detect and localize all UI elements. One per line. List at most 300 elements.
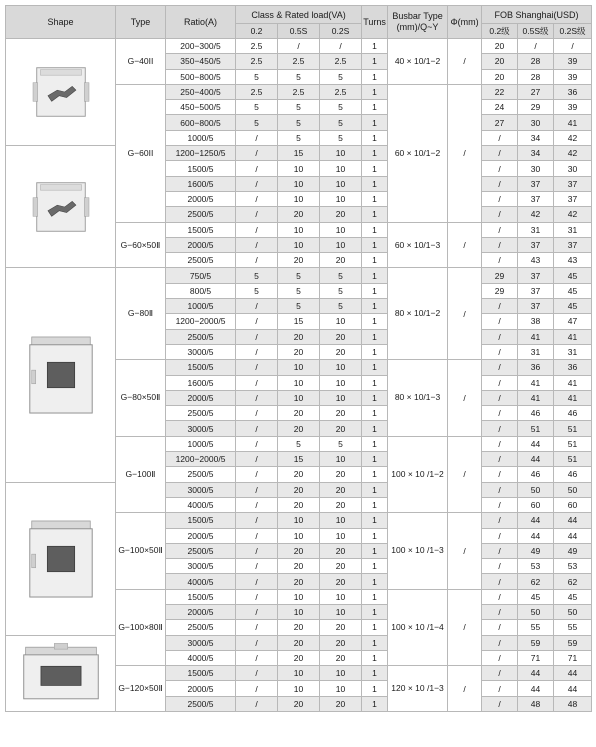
fob-05s-cell: 44 xyxy=(518,528,554,543)
phi-cell: / xyxy=(448,360,482,436)
class-02-cell: / xyxy=(236,421,278,436)
fob-02s-cell: 41 xyxy=(554,375,592,390)
class-05s-cell: 10 xyxy=(278,681,320,696)
fob-02-cell: / xyxy=(482,222,518,237)
fob-02s-cell: 71 xyxy=(554,650,592,665)
turns-cell: 1 xyxy=(362,666,388,681)
class-05s-cell: 20 xyxy=(278,559,320,574)
class-02s-cell: 10 xyxy=(320,681,362,696)
class-02s-cell: 20 xyxy=(320,696,362,711)
fob-02s-cell: 42 xyxy=(554,207,592,222)
slotted-transformer-icon xyxy=(23,179,99,235)
header-turns: Turns xyxy=(362,6,388,39)
class-02s-cell: 10 xyxy=(320,666,362,681)
turns-cell: 1 xyxy=(362,176,388,191)
ratio-cell: 1200−1250/5 xyxy=(166,146,236,161)
class-02s-cell: 10 xyxy=(320,176,362,191)
turns-cell: 1 xyxy=(362,528,388,543)
class-02-cell: / xyxy=(236,390,278,405)
class-02-cell: / xyxy=(236,589,278,604)
ratio-cell: 2500/5 xyxy=(166,406,236,421)
class-05s-cell: 5 xyxy=(278,283,320,298)
fob-02s-cell: 43 xyxy=(554,253,592,268)
type-cell: G−60×50Ⅱ xyxy=(116,222,166,268)
fob-02-cell: / xyxy=(482,467,518,482)
type-cell: G−100Ⅱ xyxy=(116,436,166,512)
fob-02-cell: / xyxy=(482,191,518,206)
fob-02s-cell: 44 xyxy=(554,528,592,543)
fob-05s-cell: 30 xyxy=(518,115,554,130)
fob-05s-cell: 44 xyxy=(518,666,554,681)
fob-02-cell: 20 xyxy=(482,39,518,54)
class-02s-cell: 10 xyxy=(320,360,362,375)
turns-cell: 1 xyxy=(362,191,388,206)
class-02s-cell: 20 xyxy=(320,421,362,436)
fob-05s-cell: 29 xyxy=(518,100,554,115)
fob-02-cell: 22 xyxy=(482,84,518,99)
class-02s-cell: 20 xyxy=(320,329,362,344)
fob-05s-cell: 44 xyxy=(518,513,554,528)
ratio-cell: 1200−2000/5 xyxy=(166,452,236,467)
fob-02-cell: / xyxy=(482,360,518,375)
fob-05s-cell: 28 xyxy=(518,69,554,84)
class-02-cell: / xyxy=(236,329,278,344)
class-05s-cell: 5 xyxy=(278,268,320,283)
ratio-cell: 200−300/5 xyxy=(166,39,236,54)
fob-05s-cell: 46 xyxy=(518,406,554,421)
class-02s-cell: 20 xyxy=(320,482,362,497)
fob-02s-cell: 30 xyxy=(554,161,592,176)
fob-05s-cell: 37 xyxy=(518,283,554,298)
class-02s-cell: 10 xyxy=(320,604,362,619)
fob-02s-cell: 60 xyxy=(554,497,592,512)
fob-05s-cell: 48 xyxy=(518,696,554,711)
busbar-cell: 100 × 10 /1−3 xyxy=(388,513,448,589)
fob-05s-cell: 41 xyxy=(518,375,554,390)
class-02s-cell: 5 xyxy=(320,69,362,84)
class-05s-cell: 20 xyxy=(278,207,320,222)
fob-02-cell: / xyxy=(482,666,518,681)
ratio-cell: 2500/5 xyxy=(166,207,236,222)
class-02-cell: 5 xyxy=(236,283,278,298)
class-02-cell: / xyxy=(236,482,278,497)
class-02s-cell: 5 xyxy=(320,130,362,145)
turns-cell: 1 xyxy=(362,604,388,619)
ratio-cell: 2000/5 xyxy=(166,237,236,252)
turns-cell: 1 xyxy=(362,543,388,558)
turns-cell: 1 xyxy=(362,452,388,467)
ratio-cell: 1500/5 xyxy=(166,222,236,237)
header-fob-02: 0.2级 xyxy=(482,24,518,39)
class-02-cell: / xyxy=(236,574,278,589)
class-02s-cell: 10 xyxy=(320,146,362,161)
class-05s-cell: 15 xyxy=(278,452,320,467)
fob-02s-cell: 51 xyxy=(554,421,592,436)
class-02s-cell: 20 xyxy=(320,574,362,589)
class-02-cell: 2.5 xyxy=(236,84,278,99)
class-05s-cell: / xyxy=(278,39,320,54)
class-02-cell: / xyxy=(236,635,278,650)
ratio-cell: 1500/5 xyxy=(166,161,236,176)
turns-cell: 1 xyxy=(362,314,388,329)
fob-02s-cell: 42 xyxy=(554,146,592,161)
fob-02-cell: / xyxy=(482,329,518,344)
class-02s-cell: 5 xyxy=(320,283,362,298)
fob-02s-cell: 41 xyxy=(554,115,592,130)
class-02-cell: 5 xyxy=(236,115,278,130)
class-02-cell: / xyxy=(236,375,278,390)
class-02s-cell: 10 xyxy=(320,191,362,206)
ratio-cell: 2000/5 xyxy=(166,191,236,206)
class-05s-cell: 20 xyxy=(278,467,320,482)
fob-05s-cell: 31 xyxy=(518,344,554,359)
class-02-cell: / xyxy=(236,681,278,696)
turns-cell: 1 xyxy=(362,467,388,482)
class-02-cell: / xyxy=(236,650,278,665)
fob-02s-cell: / xyxy=(554,39,592,54)
fob-05s-cell: 37 xyxy=(518,237,554,252)
fob-05s-cell: 41 xyxy=(518,329,554,344)
type-cell: G−40II xyxy=(116,39,166,85)
class-02s-cell: 10 xyxy=(320,513,362,528)
class-02-cell: / xyxy=(236,666,278,681)
class-02-cell: / xyxy=(236,513,278,528)
fob-05s-cell: 44 xyxy=(518,436,554,451)
phi-cell: / xyxy=(448,436,482,512)
ratio-cell: 3000/5 xyxy=(166,344,236,359)
turns-cell: 1 xyxy=(362,360,388,375)
fob-02s-cell: 37 xyxy=(554,191,592,206)
class-02s-cell: 10 xyxy=(320,390,362,405)
turns-cell: 1 xyxy=(362,344,388,359)
fob-02-cell: 20 xyxy=(482,54,518,69)
ratio-cell: 600−800/5 xyxy=(166,115,236,130)
phi-cell: / xyxy=(448,268,482,360)
fob-02s-cell: 55 xyxy=(554,620,592,635)
class-02s-cell: 10 xyxy=(320,222,362,237)
fob-02-cell: 20 xyxy=(482,69,518,84)
fob-05s-cell: 30 xyxy=(518,161,554,176)
type-cell: G−80Ⅱ xyxy=(116,268,166,360)
class-02-cell: / xyxy=(236,176,278,191)
class-02-cell: / xyxy=(236,406,278,421)
ratio-cell: 4000/5 xyxy=(166,497,236,512)
ratio-cell: 2500/5 xyxy=(166,543,236,558)
turns-cell: 1 xyxy=(362,681,388,696)
class-05s-cell: 5 xyxy=(278,100,320,115)
turns-cell: 1 xyxy=(362,161,388,176)
class-02s-cell: / xyxy=(320,39,362,54)
shape-cell xyxy=(6,268,116,482)
class-05s-cell: 5 xyxy=(278,69,320,84)
class-05s-cell: 10 xyxy=(278,528,320,543)
ratio-cell: 1500/5 xyxy=(166,360,236,375)
ratio-cell: 3000/5 xyxy=(166,559,236,574)
ratio-cell: 3000/5 xyxy=(166,421,236,436)
fob-05s-cell: 60 xyxy=(518,497,554,512)
turns-cell: 1 xyxy=(362,650,388,665)
ratio-cell: 1600/5 xyxy=(166,375,236,390)
turns-cell: 1 xyxy=(362,299,388,314)
class-05s-cell: 10 xyxy=(278,589,320,604)
phi-cell: / xyxy=(448,666,482,712)
class-02-cell: / xyxy=(236,604,278,619)
shape-cell xyxy=(6,482,116,635)
header-class-02s: 0.2S xyxy=(320,24,362,39)
class-05s-cell: 20 xyxy=(278,543,320,558)
type-cell: G−120×50Ⅱ xyxy=(116,666,166,712)
fob-02s-cell: 37 xyxy=(554,176,592,191)
fob-02-cell: / xyxy=(482,497,518,512)
header-class-load: Class & Rated load(VA) xyxy=(236,6,362,24)
turns-cell: 1 xyxy=(362,39,388,54)
ratio-cell: 2000/5 xyxy=(166,390,236,405)
class-02s-cell: 2.5 xyxy=(320,84,362,99)
class-02-cell: / xyxy=(236,299,278,314)
ratio-cell: 4000/5 xyxy=(166,574,236,589)
header-fob-02s: 0.2S级 xyxy=(554,24,592,39)
class-02-cell: 5 xyxy=(236,268,278,283)
ratio-cell: 350−450/5 xyxy=(166,54,236,69)
fob-02-cell: / xyxy=(482,176,518,191)
class-05s-cell: 10 xyxy=(278,375,320,390)
fob-02-cell: / xyxy=(482,543,518,558)
ratio-cell: 450−500/5 xyxy=(166,100,236,115)
header-class-02: 0.2 xyxy=(236,24,278,39)
fob-05s-cell: 37 xyxy=(518,268,554,283)
fob-05s-cell: 59 xyxy=(518,635,554,650)
class-05s-cell: 2.5 xyxy=(278,84,320,99)
ratio-cell: 2500/5 xyxy=(166,467,236,482)
fob-05s-cell: 28 xyxy=(518,54,554,69)
fob-02-cell: / xyxy=(482,574,518,589)
fob-02s-cell: 50 xyxy=(554,604,592,619)
fob-02-cell: / xyxy=(482,314,518,329)
busbar-cell: 80 × 10/1−2 xyxy=(388,268,448,360)
class-05s-cell: 15 xyxy=(278,146,320,161)
class-02-cell: 5 xyxy=(236,100,278,115)
fob-02-cell: / xyxy=(482,375,518,390)
fob-05s-cell: 44 xyxy=(518,452,554,467)
fob-05s-cell: 31 xyxy=(518,222,554,237)
fob-02s-cell: 31 xyxy=(554,222,592,237)
class-02s-cell: 20 xyxy=(320,467,362,482)
turns-cell: 1 xyxy=(362,696,388,711)
class-02s-cell: 5 xyxy=(320,268,362,283)
fob-02-cell: / xyxy=(482,681,518,696)
fob-02s-cell: 48 xyxy=(554,696,592,711)
class-02s-cell: 10 xyxy=(320,528,362,543)
class-02-cell: / xyxy=(236,497,278,512)
class-05s-cell: 20 xyxy=(278,620,320,635)
type-cell: G−100×50Ⅱ xyxy=(116,513,166,589)
class-02-cell: / xyxy=(236,237,278,252)
turns-cell: 1 xyxy=(362,390,388,405)
class-05s-cell: 20 xyxy=(278,482,320,497)
class-02-cell: / xyxy=(236,207,278,222)
header-ratio: Ratio(A) xyxy=(166,6,236,39)
fob-02-cell: / xyxy=(482,237,518,252)
fob-05s-cell: 27 xyxy=(518,84,554,99)
fob-02-cell: / xyxy=(482,635,518,650)
fob-05s-cell: 46 xyxy=(518,467,554,482)
turns-cell: 1 xyxy=(362,375,388,390)
turns-cell: 1 xyxy=(362,54,388,69)
header-shape: Shape xyxy=(6,6,116,39)
fob-02-cell: / xyxy=(482,344,518,359)
turns-cell: 1 xyxy=(362,207,388,222)
class-05s-cell: 5 xyxy=(278,299,320,314)
turns-cell: 1 xyxy=(362,559,388,574)
class-02s-cell: 2.5 xyxy=(320,54,362,69)
busbar-cell: 80 × 10/1−3 xyxy=(388,360,448,436)
class-05s-cell: 10 xyxy=(278,390,320,405)
ratio-cell: 3000/5 xyxy=(166,482,236,497)
class-05s-cell: 20 xyxy=(278,650,320,665)
fob-02-cell: / xyxy=(482,620,518,635)
turns-cell: 1 xyxy=(362,574,388,589)
class-02-cell: 2.5 xyxy=(236,54,278,69)
class-02s-cell: 20 xyxy=(320,406,362,421)
fob-05s-cell: 34 xyxy=(518,146,554,161)
class-05s-cell: 20 xyxy=(278,406,320,421)
turns-cell: 1 xyxy=(362,635,388,650)
turns-cell: 1 xyxy=(362,146,388,161)
fob-02s-cell: 49 xyxy=(554,543,592,558)
fob-02s-cell: 36 xyxy=(554,360,592,375)
turns-cell: 1 xyxy=(362,589,388,604)
spec-table xyxy=(5,5,592,712)
class-02-cell: / xyxy=(236,146,278,161)
ratio-cell: 2500/5 xyxy=(166,253,236,268)
fob-02-cell: / xyxy=(482,421,518,436)
fob-02s-cell: 31 xyxy=(554,344,592,359)
class-02s-cell: 10 xyxy=(320,237,362,252)
ratio-cell: 2000/5 xyxy=(166,528,236,543)
fob-02-cell: / xyxy=(482,650,518,665)
class-05s-cell: 20 xyxy=(278,574,320,589)
class-05s-cell: 20 xyxy=(278,635,320,650)
turns-cell: 1 xyxy=(362,237,388,252)
turns-cell: 1 xyxy=(362,283,388,298)
turns-cell: 1 xyxy=(362,329,388,344)
fob-02-cell: / xyxy=(482,528,518,543)
turns-cell: 1 xyxy=(362,100,388,115)
class-02-cell: / xyxy=(236,130,278,145)
class-05s-cell: 20 xyxy=(278,497,320,512)
class-02-cell: / xyxy=(236,452,278,467)
table-row xyxy=(6,146,592,161)
fob-05s-cell: 43 xyxy=(518,253,554,268)
class-02s-cell: 20 xyxy=(320,635,362,650)
fob-02s-cell: 45 xyxy=(554,589,592,604)
ratio-cell: 1200−2000/5 xyxy=(166,314,236,329)
turns-cell: 1 xyxy=(362,222,388,237)
fob-02s-cell: 39 xyxy=(554,100,592,115)
header-busbar: Busbar Type (mm)/Q~Y xyxy=(388,6,448,39)
fob-02-cell: / xyxy=(482,604,518,619)
turns-cell: 1 xyxy=(362,497,388,512)
fob-02s-cell: 51 xyxy=(554,436,592,451)
fob-02-cell: / xyxy=(482,207,518,222)
fob-02s-cell: 41 xyxy=(554,329,592,344)
fob-02s-cell: 44 xyxy=(554,513,592,528)
fob-02s-cell: 37 xyxy=(554,237,592,252)
fob-02s-cell: 46 xyxy=(554,406,592,421)
fob-02-cell: / xyxy=(482,559,518,574)
ratio-cell: 1500/5 xyxy=(166,513,236,528)
fob-02-cell: / xyxy=(482,513,518,528)
turns-cell: 1 xyxy=(362,84,388,99)
class-05s-cell: 10 xyxy=(278,191,320,206)
fob-05s-cell: 41 xyxy=(518,390,554,405)
class-02s-cell: 5 xyxy=(320,299,362,314)
shape-cell xyxy=(6,39,116,146)
table-row xyxy=(6,635,592,650)
fob-02s-cell: 39 xyxy=(554,69,592,84)
shape-cell xyxy=(6,146,116,268)
fob-02-cell: / xyxy=(482,452,518,467)
turns-cell: 1 xyxy=(362,620,388,635)
turns-cell: 1 xyxy=(362,406,388,421)
header-type: Type xyxy=(116,6,166,39)
fob-02s-cell: 44 xyxy=(554,666,592,681)
class-02s-cell: 20 xyxy=(320,543,362,558)
class-02-cell: / xyxy=(236,161,278,176)
busbar-cell: 120 × 10 /1−3 xyxy=(388,666,448,712)
fob-02-cell: / xyxy=(482,482,518,497)
slotted-transformer-icon xyxy=(23,64,99,120)
fob-02s-cell: 53 xyxy=(554,559,592,574)
fob-05s-cell: 51 xyxy=(518,421,554,436)
fob-02s-cell: 45 xyxy=(554,299,592,314)
ratio-cell: 4000/5 xyxy=(166,650,236,665)
phi-cell: / xyxy=(448,39,482,85)
fob-05s-cell: 37 xyxy=(518,299,554,314)
fob-02-cell: 29 xyxy=(482,283,518,298)
busbar-cell: 60 × 10/1−3 xyxy=(388,222,448,268)
fob-05s-cell: 50 xyxy=(518,482,554,497)
ratio-cell: 2000/5 xyxy=(166,604,236,619)
class-02s-cell: 20 xyxy=(320,207,362,222)
fob-02s-cell: 42 xyxy=(554,130,592,145)
class-05s-cell: 10 xyxy=(278,666,320,681)
class-02s-cell: 20 xyxy=(320,559,362,574)
fob-02s-cell: 50 xyxy=(554,482,592,497)
table-row xyxy=(6,268,592,283)
type-cell: G−60II xyxy=(116,84,166,222)
fob-02-cell: / xyxy=(482,696,518,711)
class-02-cell: / xyxy=(236,543,278,558)
table-row xyxy=(6,482,592,497)
fob-05s-cell: 34 xyxy=(518,130,554,145)
class-02-cell: / xyxy=(236,559,278,574)
fob-05s-cell: 62 xyxy=(518,574,554,589)
turns-cell: 1 xyxy=(362,115,388,130)
fob-02-cell: / xyxy=(482,436,518,451)
class-05s-cell: 10 xyxy=(278,513,320,528)
ratio-cell: 750/5 xyxy=(166,268,236,283)
fob-02-cell: / xyxy=(482,146,518,161)
ratio-cell: 2500/5 xyxy=(166,329,236,344)
class-02-cell: / xyxy=(236,344,278,359)
fob-02s-cell: 46 xyxy=(554,467,592,482)
fob-02s-cell: 41 xyxy=(554,390,592,405)
fob-02-cell: / xyxy=(482,161,518,176)
fob-02-cell: 27 xyxy=(482,115,518,130)
class-02-cell: / xyxy=(236,696,278,711)
fob-05s-cell: 50 xyxy=(518,604,554,619)
